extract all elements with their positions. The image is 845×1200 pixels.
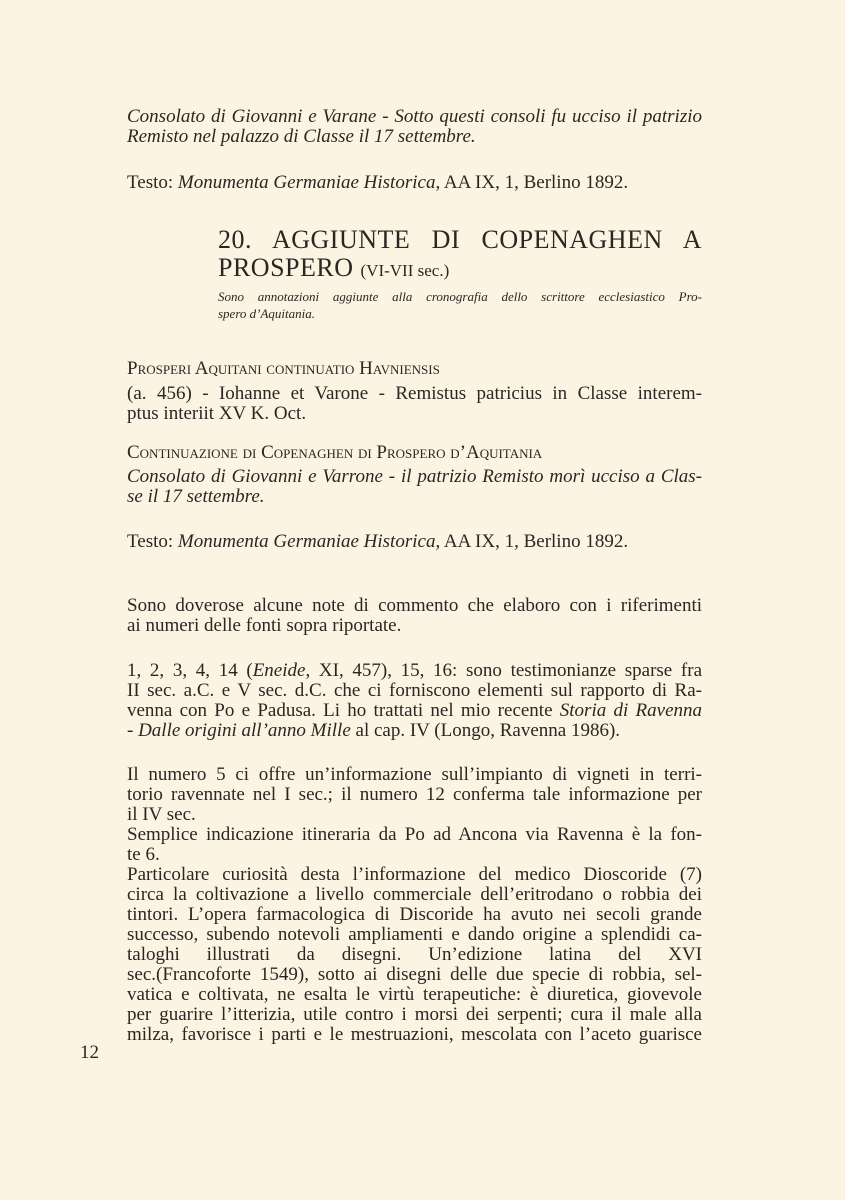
italian-heading: Continuazione di Copenaghen di Prospero d’Aquitania bbox=[127, 442, 543, 463]
source-details: , AA IX, 1, Berlino 1892. bbox=[435, 531, 629, 552]
text-line: Semplice indicazione itineraria da Po ad Ancona via Ravenna è la fon- bbox=[127, 824, 702, 845]
section-title-line2: PROSPERO bbox=[218, 253, 354, 282]
text-line: 1, 2, 3, 4, 14 (Eneide, XI, 457), 15, 16: sono testimonianze sparse fra bbox=[127, 660, 703, 681]
latin-text-block bbox=[127, 359, 702, 424]
paragraph-intro bbox=[127, 596, 702, 636]
text-line: ptus interiit XV K. Oct. bbox=[127, 403, 307, 424]
paragraph-sources bbox=[127, 661, 702, 741]
text-line: Consolato di Giovanni e Varane - Sotto questi consoli fu ucciso il patrizio bbox=[127, 106, 702, 127]
text-line: ai numeri delle fonti sopra riportate. bbox=[127, 615, 402, 636]
text-line: successo, subendo notevoli ampliamenti e dando origine a splendidi ca- bbox=[127, 924, 702, 945]
page-number: 12 bbox=[80, 1042, 99, 1063]
text-line: venna con Po e Padusa. Li ho trattati nel mio recente Storia di Ravenna bbox=[127, 700, 702, 721]
source-title: Monumenta Germaniae Historica bbox=[177, 531, 436, 552]
paragraph-commentary bbox=[127, 765, 702, 1045]
text-line: Remisto nel palazzo di Classe il 17 settembre. bbox=[127, 126, 476, 147]
testo-label: Testo: bbox=[127, 172, 174, 193]
testo-label: Testo: bbox=[127, 531, 174, 552]
source-title: Monumenta Germaniae Historica bbox=[177, 172, 436, 193]
section-date: (VI-VII sec.) bbox=[360, 261, 450, 280]
text-line: (a. 456) - Iohanne et Varone - Remistus patricius in Classe interem- bbox=[127, 383, 702, 404]
source-citation-2 bbox=[127, 532, 702, 552]
text-line: se il 17 settembre. bbox=[127, 486, 265, 507]
text-line: Sono doverose alcune note di commento che elaboro con i riferimenti bbox=[127, 595, 702, 616]
consolato-varane-block bbox=[127, 107, 702, 147]
section-title-line1: 20. AGGIUNTE DI COPENAGHEN A bbox=[218, 225, 702, 254]
book-title: Storia di Ravenna bbox=[559, 700, 702, 721]
text-line: taloghi illustrati da disegni. Un’edizione latina del XVI bbox=[127, 944, 702, 965]
text-line: il IV sec. bbox=[127, 804, 196, 825]
book-subtitle: - Dalle origini all’anno Mille bbox=[127, 720, 351, 741]
text-line: te 6. bbox=[127, 844, 160, 865]
text-line: Consolato di Giovanni e Varrone - il patrizio Remisto morì ucciso a Clas- bbox=[127, 466, 702, 487]
text-line: Particolare curiosità desta l’informazione del medico Dioscoride (7) bbox=[127, 864, 702, 885]
text-line: milza, favorisce i parti e le mestruazioni, mescolata con l’aceto guarisce bbox=[127, 1024, 702, 1045]
source-details: , AA IX, 1, Berlino 1892. bbox=[435, 172, 629, 193]
section-subtitle-line2: spero d’Aquitania. bbox=[218, 306, 316, 321]
text-line: - Dalle origini all’anno Mille al cap. IV (Longo, Ravenna 1986). bbox=[127, 720, 621, 741]
text-line: sec.(Francoforte 1549), sotto ai disegni delle due specie di robbia, sel- bbox=[127, 964, 702, 985]
section-subtitle-line1: Sono annotazioni aggiunte alla cronografia dello scrittore ecclesiastico Pro- bbox=[218, 289, 702, 304]
text-line: tintori. L’opera farmacologica di Discoride ha avuto nei secoli grande bbox=[127, 904, 702, 925]
italian-text-block bbox=[127, 443, 702, 507]
text-line: Il numero 5 ci offre un’informazione sull’impianto di vigneti in terri- bbox=[127, 764, 702, 785]
text-line: circa la coltivazione a livello commerciale dell’eritrodano o robbia dei bbox=[127, 884, 702, 905]
text-line: torio ravennate nel I sec.; il numero 12 conferma tale informazione per bbox=[127, 784, 702, 805]
eneide-title: Eneide bbox=[252, 660, 306, 681]
latin-heading: Prosperi Aquitani continuatio Havniensis bbox=[127, 358, 440, 379]
section-heading bbox=[218, 226, 702, 322]
text-line: per guarire l’itterizia, utile contro i morsi dei serpenti; cura il male alla bbox=[127, 1004, 702, 1025]
text-line: II sec. a.C. e V sec. d.C. che ci forniscono elementi sul rapporto di Ra- bbox=[127, 680, 702, 701]
text-line: vatica e coltivata, ne esalta le virtù terapeutiche: è diuretica, giovevole bbox=[127, 984, 702, 1005]
source-citation-1 bbox=[127, 173, 702, 193]
